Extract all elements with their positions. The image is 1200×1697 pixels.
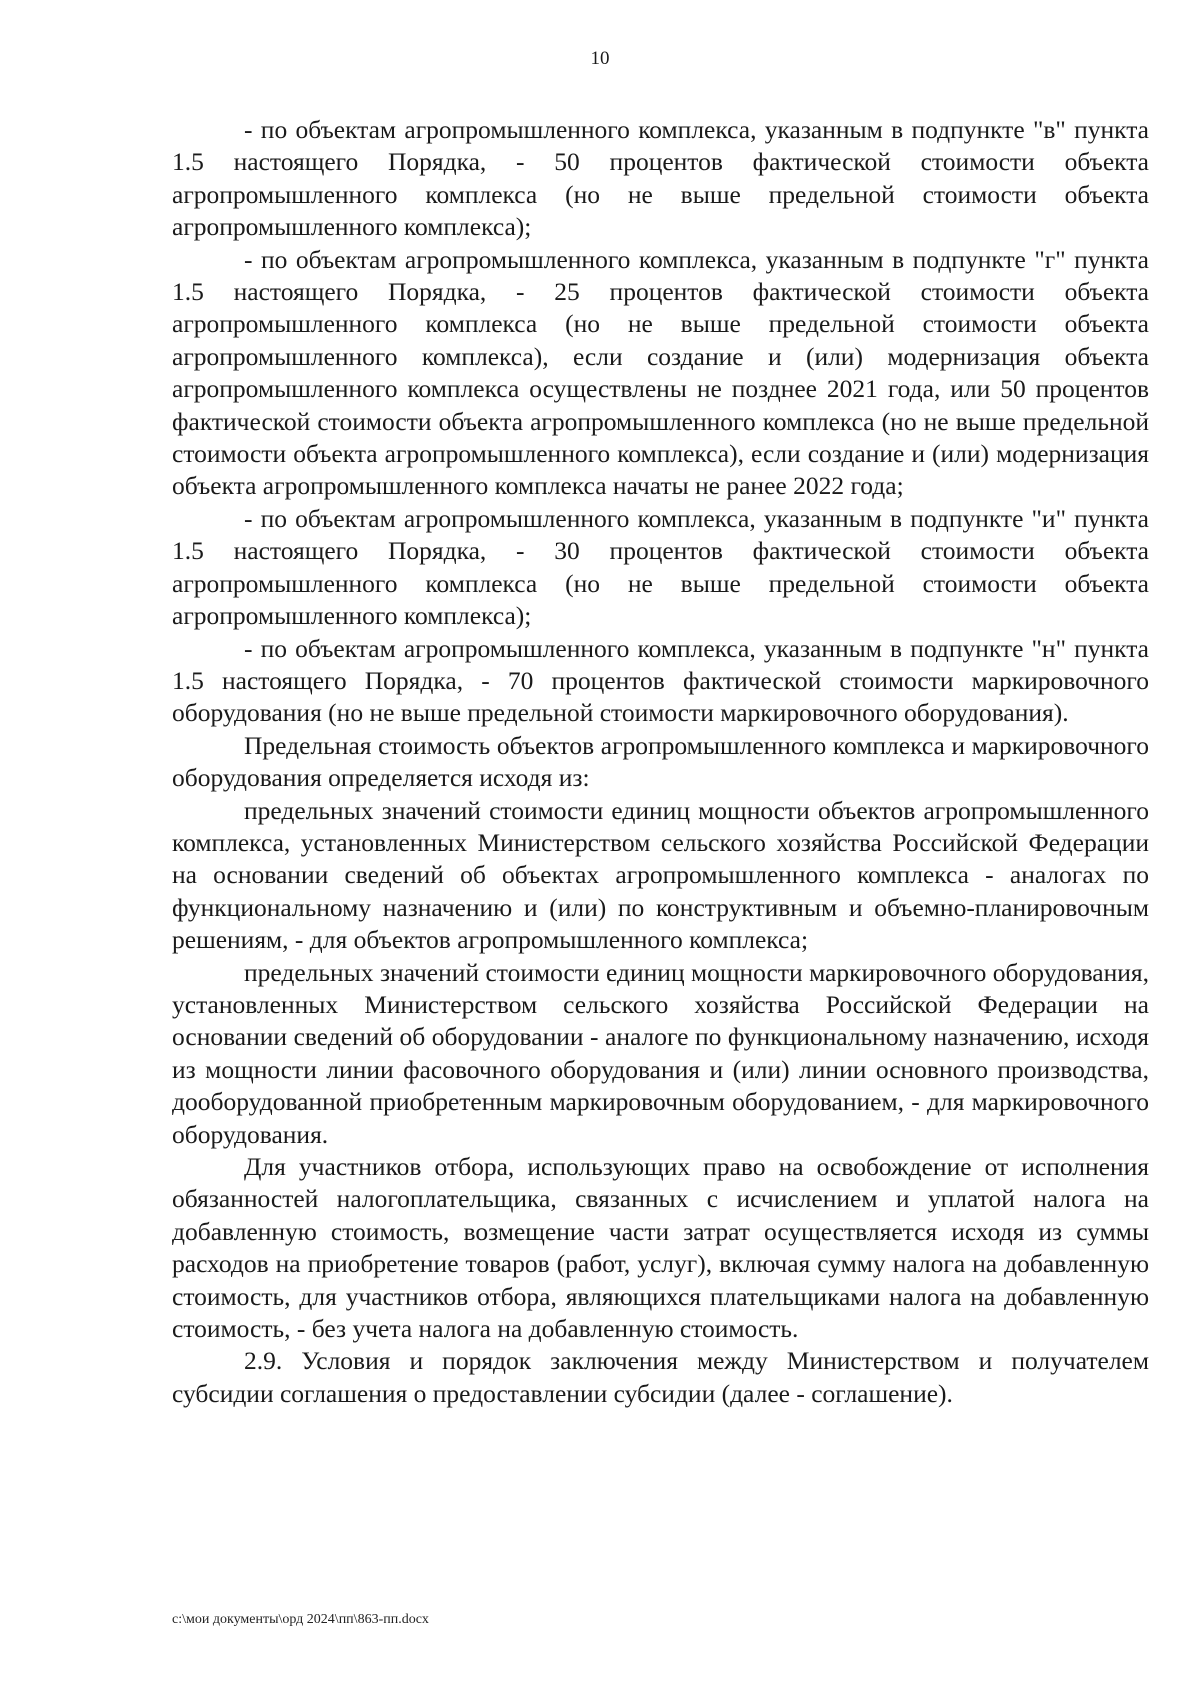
document-body <box>172 114 1149 1410</box>
paragraph-subitem-i: - по объектам агропромышленного комплекса, указанным в подпункте "и" пункта 1.5 настоящего Порядка, - 30 процентов фактической стоимости объекта агропромышленного комплекса (но не выше предельной стоимости объекта агропромышленного комплекса); <box>172 503 1149 631</box>
paragraph-limit-cost-intro: Предельная стоимость объектов агропромышленного комплекса и маркировочного оборудования определяется исходя из: <box>172 730 1149 793</box>
paragraph-limit-values-marking: предельных значений стоимости единиц мощности маркировочного оборудования, установленных Министерством сельского хозяйства Российской Федерации на основании сведений об оборудовании - аналоге по функциональному назначению, исходя из мощности линии фасовочного оборудования и (или) линии основного производства, дооборудованной приобретенным маркировочным оборудованием, - для маркировочного оборудования. <box>172 957 1149 1149</box>
paragraph-vat-exemption: Для участников отбора, использующих право на освобождение от исполнения обязанностей налогоплательщика, связанных с исчислением и уплатой налога на добавленную стоимость, возмещение части затрат осуществляется исходя из суммы расходов на приобретение товаров (работ, услуг), включая сумму налога на добавленную стоимость, для участников отбора, являющихся плательщиками налога на добавленную стоимость, - без учета налога на добавленную стоимость. <box>172 1152 1149 1344</box>
footer-file-path: c:\мои документы\орд 2024\пп\863-пп.docx <box>172 1612 429 1627</box>
paragraph-subitem-n: - по объектам агропромышленного комплекса, указанным в подпункте "н" пункта 1.5 настоящего Порядка, - 70 процентов фактической стоимости маркировочного оборудования (но не выше предельной стоимости маркировочного оборудования). <box>172 633 1149 728</box>
paragraph-section-2-9: 2.9. Условия и порядок заключения между Министерством и получателем субсидии соглашения о предоставлении субсидии (далее - соглашение). <box>172 1346 1149 1408</box>
page-number: 10 <box>590 48 610 69</box>
paragraph-limit-values-agro: предельных значений стоимости единиц мощности объектов агропромышленного комплекса, установленных Министерством сельского хозяйства Российской Федерации на основании сведений об объектах агропромышленного комплекса - аналогах по функциональному назначению и (или) по конструктивным и объемно-планировочным решениям, - для объектов агропромышленного комплекса; <box>172 795 1149 955</box>
paragraph-subitem-v: - по объектам агропромышленного комплекса, указанным в подпункте "в" пункта 1.5 настоящего Порядка, - 50 процентов фактической стоимости объекта агропромышленного комплекса (но не выше предельной стоимости объекта агропромышленного комплекса); <box>172 115 1149 242</box>
paragraph-subitem-g: - по объектам агропромышленного комплекса, указанным в подпункте "г" пункта 1.5 настоящего Порядка, - 25 процентов фактической стоимости объекта агропромышленного комплекса (но не выше предельной стоимости объекта агропромышленного комплекса), если создание и (или) модернизация объекта агропромышленного комплекса осуществлены не позднее 2021 года, или 50 процентов фактической стоимости объекта агропромышленного комплекса (но не выше предельной стоимости объекта агропромышленного комплекса), если создание и (или) модернизация объекта агропромышленного комплекса начаты не ранее 2022 года; <box>172 244 1149 501</box>
